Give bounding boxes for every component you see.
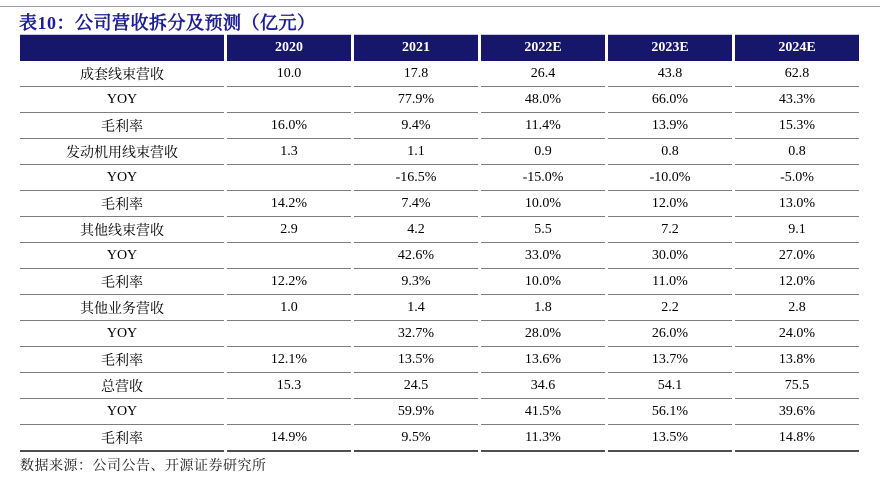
data-cell xyxy=(227,87,351,113)
data-cell: 0.8 xyxy=(735,139,859,165)
table-row xyxy=(20,243,859,269)
data-cell: 12.0% xyxy=(608,191,732,217)
data-cell: 12.1% xyxy=(227,347,351,373)
data-cell: 66.0% xyxy=(608,87,732,113)
data-cell: 42.6% xyxy=(354,243,478,269)
data-cell: 43.3% xyxy=(735,87,859,113)
year-column-header: 2023E xyxy=(608,34,732,61)
data-cell: 1.8 xyxy=(481,295,605,321)
data-cell: 54.1 xyxy=(608,373,732,399)
data-cell: 17.8 xyxy=(354,61,478,87)
data-cell: 15.3% xyxy=(735,113,859,139)
data-cell: 14.8% xyxy=(735,425,859,452)
row-label: 毛利率 xyxy=(20,425,224,452)
data-cell: 26.0% xyxy=(608,321,732,347)
table-row xyxy=(20,269,859,295)
data-cell: 10.0% xyxy=(481,191,605,217)
row-label: 毛利率 xyxy=(20,191,224,217)
data-cell xyxy=(227,243,351,269)
data-cell: 2.2 xyxy=(608,295,732,321)
page-divider-line xyxy=(0,6,880,7)
row-label: 其他业务营收 xyxy=(20,295,224,321)
table-row xyxy=(20,61,859,87)
data-cell: 30.0% xyxy=(608,243,732,269)
table-row xyxy=(20,217,859,243)
corner-header-cell xyxy=(20,34,224,61)
data-cell: 43.8 xyxy=(608,61,732,87)
row-label: YOY xyxy=(20,243,224,269)
data-cell: 0.9 xyxy=(481,139,605,165)
data-cell: 32.7% xyxy=(354,321,478,347)
row-label: YOY xyxy=(20,165,224,191)
data-cell: 9.3% xyxy=(354,269,478,295)
data-cell: 59.9% xyxy=(354,399,478,425)
data-cell: 16.0% xyxy=(227,113,351,139)
data-cell: 1.4 xyxy=(354,295,478,321)
table-row xyxy=(20,347,859,373)
data-cell: 9.4% xyxy=(354,113,478,139)
data-cell: 13.6% xyxy=(481,347,605,373)
data-cell: 2.9 xyxy=(227,217,351,243)
year-column-header: 2021 xyxy=(354,34,478,61)
data-cell: 1.1 xyxy=(354,139,478,165)
row-label: 其他线束营收 xyxy=(20,217,224,243)
data-cell: 10.0 xyxy=(227,61,351,87)
data-cell: 13.9% xyxy=(608,113,732,139)
data-cell: 10.0% xyxy=(481,269,605,295)
data-cell: -5.0% xyxy=(735,165,859,191)
data-source-note: 数据来源：公司公告、开源证券研究所 xyxy=(20,459,267,474)
data-cell: 4.2 xyxy=(354,217,478,243)
row-label: 毛利率 xyxy=(20,269,224,295)
data-cell: 34.6 xyxy=(481,373,605,399)
table-row xyxy=(20,139,859,165)
data-cell: 39.6% xyxy=(735,399,859,425)
data-cell: 13.5% xyxy=(608,425,732,452)
header-row xyxy=(20,34,859,61)
row-label: 总营收 xyxy=(20,373,224,399)
data-cell: 11.0% xyxy=(608,269,732,295)
data-cell: -10.0% xyxy=(608,165,732,191)
data-cell: 9.1 xyxy=(735,217,859,243)
data-cell xyxy=(227,165,351,191)
data-cell: 9.5% xyxy=(354,425,478,452)
data-cell: 75.5 xyxy=(735,373,859,399)
data-cell: 14.9% xyxy=(227,425,351,452)
data-cell: 2.8 xyxy=(735,295,859,321)
data-cell: 0.8 xyxy=(608,139,732,165)
data-cell: 48.0% xyxy=(481,87,605,113)
data-cell: 13.8% xyxy=(735,347,859,373)
data-cell: 1.3 xyxy=(227,139,351,165)
data-cell: 14.2% xyxy=(227,191,351,217)
row-label: 发动机用线束营收 xyxy=(20,139,224,165)
table-row xyxy=(20,113,859,139)
data-cell: 41.5% xyxy=(481,399,605,425)
data-cell: 56.1% xyxy=(608,399,732,425)
data-cell: 62.8 xyxy=(735,61,859,87)
row-label: YOY xyxy=(20,321,224,347)
table-row xyxy=(20,87,859,113)
table-row xyxy=(20,373,859,399)
data-cell xyxy=(227,399,351,425)
data-cell: 24.0% xyxy=(735,321,859,347)
table-row xyxy=(20,191,859,217)
table-row xyxy=(20,295,859,321)
data-cell: 13.0% xyxy=(735,191,859,217)
data-cell: -16.5% xyxy=(354,165,478,191)
row-label: 毛利率 xyxy=(20,113,224,139)
data-cell: 11.4% xyxy=(481,113,605,139)
table-row xyxy=(20,399,859,425)
table-title: 表10：公司营收拆分及预测（亿元） xyxy=(19,13,316,33)
data-cell: 27.0% xyxy=(735,243,859,269)
year-column-header: 2020 xyxy=(227,34,351,61)
data-cell: 7.4% xyxy=(354,191,478,217)
data-cell: 12.0% xyxy=(735,269,859,295)
row-label: 成套线束营收 xyxy=(20,61,224,87)
table-row xyxy=(20,321,859,347)
data-cell: 13.7% xyxy=(608,347,732,373)
data-cell: 11.3% xyxy=(481,425,605,452)
data-cell: 28.0% xyxy=(481,321,605,347)
data-cell: 1.0 xyxy=(227,295,351,321)
revenue-forecast-table xyxy=(17,34,862,452)
data-cell: 26.4 xyxy=(481,61,605,87)
table-row xyxy=(20,165,859,191)
row-label: YOY xyxy=(20,87,224,113)
table-row xyxy=(20,425,859,452)
data-cell: 7.2 xyxy=(608,217,732,243)
data-cell: 24.5 xyxy=(354,373,478,399)
table-body xyxy=(20,61,859,452)
data-cell: 12.2% xyxy=(227,269,351,295)
data-cell: 33.0% xyxy=(481,243,605,269)
data-cell: 5.5 xyxy=(481,217,605,243)
year-column-header: 2022E xyxy=(481,34,605,61)
data-cell: -15.0% xyxy=(481,165,605,191)
data-cell: 13.5% xyxy=(354,347,478,373)
row-label: 毛利率 xyxy=(20,347,224,373)
year-column-header: 2024E xyxy=(735,34,859,61)
data-cell: 15.3 xyxy=(227,373,351,399)
data-cell: 77.9% xyxy=(354,87,478,113)
data-cell xyxy=(227,321,351,347)
row-label: YOY xyxy=(20,399,224,425)
